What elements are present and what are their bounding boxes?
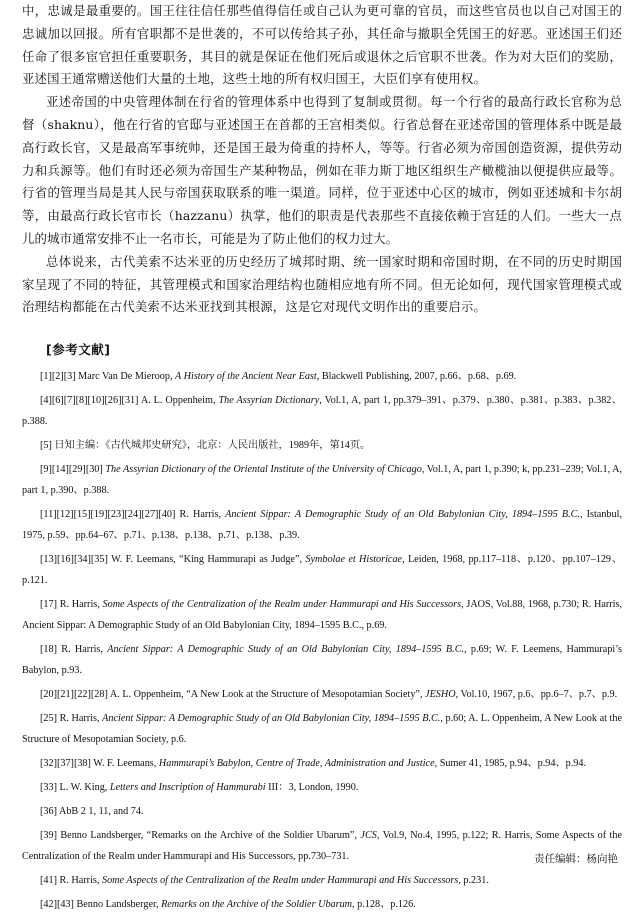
reference-suffix: , JAOS, Vol.88, 1968, p.730; R. Harris, Ancient Sippar: A Demographic Study of an Old Babylonian City, 1894–1595 B.C., p.69. — [22, 599, 622, 631]
reference-suffix: , p.60; A. L. Oppenheim, A New Look at the Structure of Mesopotamian Society, p.6. — [22, 713, 622, 745]
reference-prefix: [39] Benno Landsberger, “Remarks on the Archive of the Soldier Ubarum”, — [40, 830, 361, 841]
reference-entry — [22, 390, 622, 432]
reference-prefix: [20][21][22][28] A. L. Oppenheim, “A New Look at the Structure of Mesopotamian Society”, — [40, 689, 426, 700]
reference-suffix: , Sumer 41, 1985, p.94、p.94、p.94. — [434, 758, 586, 769]
reference-entry — [22, 594, 622, 636]
reference-title: The Assyrian Dictionary — [218, 395, 320, 406]
reference-prefix: [32][37][38] W. F. Leemans, — [40, 758, 159, 769]
reference-title: Ancient Sippar: A Demographic Study of an Old Babylonian City, 1894–1595 B.C. — [225, 509, 580, 520]
reference-title: Some Aspects of the Centralization of the Realm under Hammurapi and His Successors — [101, 875, 459, 886]
reference-entry — [22, 459, 622, 501]
reference-entry — [22, 435, 622, 456]
reference-entry — [22, 870, 622, 891]
reference-suffix: , p.69; W. F. Leemens, Hammurapi’s Babylon, p.93. — [22, 644, 622, 676]
references-list — [22, 366, 622, 918]
reference-prefix: [42][43] Benno Landsberger, — [40, 899, 162, 910]
paragraph-continuation: 中，忠诚是最重要的。国王往往信任那些值得信任或自己认为更可靠的官员，而这些官员也以自己对国王的忠诚加以回报。所有官职都不是世袭的，不可以传给其子孙，其任命与撤职全凭国王的好恶。亚述国王们还任命了很多宦官担任重要职务，其目的就是保证在他们死后或退休之后官职不世袭。作为对大臣们的奖励，亚述国王通常赠送他们大量的土地，这些土地的所有权归国王，大臣们享有使用权。 — [22, 3, 622, 87]
reference-title: JESHO — [425, 689, 456, 700]
reference-title: JCS — [360, 830, 377, 841]
reference-title: A History of the Ancient Near East — [175, 371, 317, 382]
reference-prefix: [41] R. Harris, — [40, 875, 102, 886]
reference-entry — [22, 684, 622, 705]
reference-prefix: [13][16][34][35] W. F. Leemans, “King Hammurapi as Judge”, — [40, 554, 306, 565]
reference-entry — [22, 825, 622, 867]
reference-entry — [22, 639, 622, 681]
reference-title: Remarks on the Archive of the Soldier Ubarum — [161, 899, 353, 910]
paragraph-conclusion: 总体说来，古代美索不达米亚的历史经历了城邦时期、统一国家时期和帝国时期，在不同的历史时期国家呈现了不同的特征，其管理模式和国家治理结构也随相应地有所不同。但无论如何，现代国家管理模式或治理结构都能在古代美索不达米亚找到其根源，这是它对现代文明作出的重要启示。 — [22, 253, 622, 315]
reference-title: Ancient Sippar: A Demographic Study of an Old Babylonian City, 1894–1595 B.C. — [107, 644, 465, 655]
reference-suffix: , p.231. — [458, 875, 489, 886]
reference-suffix: , Leiden, 1968, pp.117–118、p.120、pp.107–129、p.121. — [22, 554, 623, 586]
reference-prefix: [1][2][3] Marc Van De Mieroop, — [40, 371, 176, 382]
reference-entry — [22, 753, 622, 774]
reference-prefix: [25] R. Harris, — [40, 713, 103, 724]
editor-credit: 责任编辑：杨向艳 — [534, 853, 618, 865]
reference-prefix: [18] R. Harris, — [40, 644, 108, 655]
paragraph-provincial-administration: 亚述帝国的中央管理体制在行省的管理体系中也得到了复制或贯彻。每一个行省的最高行政长官称为总督（shaknu），他在行省的官邸与亚述国王在首都的王宫相类似。行省总督在亚述帝国的管理体系中既是最高行政长官，又是最高军事统帅，还是国王最为倚重的持杯人，等等。行省必须为帝国创造资源，提供劳动力和兵源等。他们有时还必须为帝国生产某种物品，例如在菲力斯丁地区组织生产橄榄油以便提供应最等。行省的管理当局是其人民与帝国获取联系的唯一渠道。同样，位于亚述中心区的城市，例如亚述城和卡尔胡等，由最高行政长官市长（hazzanu）执掌，他们的职责是代表那些不直接依赖于宫廷的人们。一些大一点儿的城市通常安排不止一名市长，可能是为了防止他们的权力过大。 — [22, 94, 622, 246]
reference-entry — [22, 708, 622, 750]
reference-title: Letters and Inscription of Hammurabi — [109, 782, 266, 793]
reference-entry — [22, 777, 622, 798]
reference-suffix: , Vol.1, A, part 1, pp.379–391、p.379、p.380、p.381、p.383、p.382、p.388. — [22, 395, 622, 427]
reference-suffix: , Istanbul, 1975, p.59、pp.64–67、p.71、p.138、p.138、p.71、p.138、p.39. — [22, 509, 622, 541]
reference-suffix: , Blackwell Publishing, 2007, p.66、p.68、p.69. — [316, 371, 517, 382]
reference-prefix: [11][12][15][19][23][24][27][40] R. Harris, — [40, 509, 226, 520]
reference-prefix: [36] AbB 2 1, 11, and 74. — [40, 806, 144, 817]
reference-prefix: [5] 日知主编：《古代城邦史研究》，北京：人民出版社，1989年，第14页。 — [40, 440, 371, 451]
article-body — [22, 0, 622, 319]
reference-suffix: , Vol.1, A, part 1, p.390; k, pp.231–239; Vol.1, A, part 1, p.390、p.388. — [22, 464, 623, 496]
reference-title: The Assyrian Dictionary of the Oriental Institute of the University of Chicago — [105, 464, 422, 475]
reference-entry — [22, 801, 622, 822]
reference-entry — [22, 366, 622, 387]
reference-title: Symbolae et Historicae — [305, 554, 403, 565]
reference-suffix: , p.128、p.126. — [352, 899, 416, 910]
reference-suffix: , Vol.9, No.4, 1995, p.122; R. Harris, Some Aspects of the Centralization of the Realm under Hammurapi and His Successors, pp.730–731. — [22, 830, 622, 862]
reference-prefix: [33] L. W. King, — [40, 782, 110, 793]
reference-entry — [22, 549, 622, 591]
reference-title: Ancient Sippar: A Demographic Study of an Old Babylonian City, 1894–1595 B.C. — [102, 713, 441, 724]
reference-suffix: III：3, London, 1990. — [265, 782, 359, 793]
reference-prefix: [17] R. Harris, — [40, 599, 103, 610]
reference-suffix: , Vol.10, 1967, p.6、pp.6–7、p.7、p.9. — [455, 689, 618, 700]
reference-entry — [22, 504, 622, 546]
reference-entry — [22, 894, 622, 915]
references-heading: [参考文献] — [46, 342, 111, 357]
reference-title: Hammurapi’s Babylon, Centre of Trade, Administration and Justice — [158, 758, 435, 769]
reference-prefix: [9][14][29][30] — [40, 464, 106, 475]
reference-prefix: [4][6][7][8][10][26][31] A. L. Oppenheim, — [40, 395, 219, 406]
reference-title: Some Aspects of the Centralization of the Realm under Hammurapi and His Successors — [102, 599, 462, 610]
